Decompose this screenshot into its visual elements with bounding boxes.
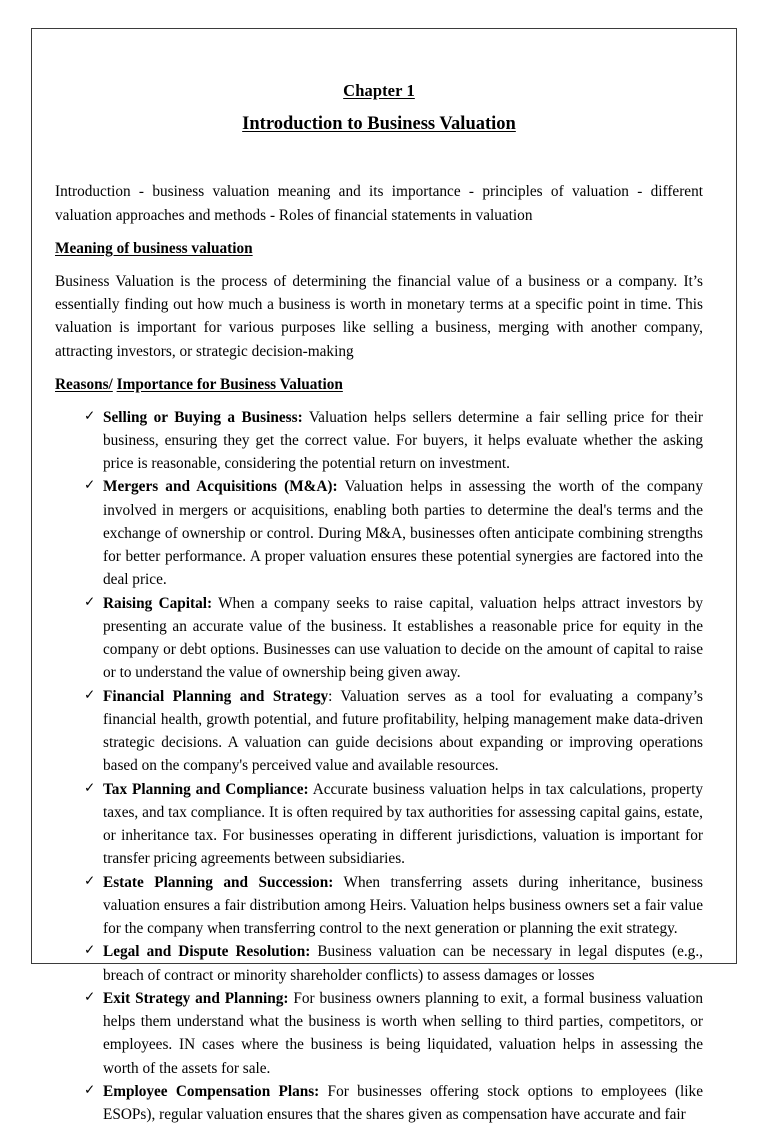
list-item: [55, 592, 703, 685]
check-icon: ✓: [84, 477, 96, 494]
list-item-text: Business valuation can be necessary in legal disputes (e.g., breach of contract or minority shareholder conflicts) to assess damages or losses: [103, 943, 703, 984]
list-item-text: For businesses offering stock options to employees (like ESOPs), regular valuation ensures that the shares given as compensation have accurate and fair: [103, 1082, 703, 1124]
list-item: [55, 940, 703, 987]
list-item-term: Raising Capital:: [103, 594, 213, 612]
list-item: [55, 1080, 703, 1126]
check-icon: ✓: [84, 1081, 96, 1098]
check-icon: ✓: [84, 988, 96, 1005]
list-item-term: Financial Planning and Strategy: [103, 687, 329, 705]
chapter-label: [55, 80, 703, 102]
list-item-term: Exit Strategy and Planning:: [103, 989, 289, 1007]
list-item: [55, 406, 703, 476]
section-heading-reasons-part1: Reasons/: [55, 375, 113, 393]
list-item-text: Valuation helps in assessing the worth of the company involved in mergers or acquisitions, enabling both parties to determine the deal's terms and the exchange of ownership or control. During M&A, businesses often anticipate combining strengths for better performance. A proper valuation ensures these potential synergies are factored into the deal price.: [103, 478, 703, 589]
page-title: [55, 102, 703, 136]
list-item: [55, 475, 703, 591]
chapter-outline-paragraph: Introduction - business valuation meaning and its importance - principles of valuation - different valuation approaches and methods - Roles of financial statements in valuation: [55, 183, 703, 224]
section-heading-meaning: [55, 238, 703, 261]
check-icon: ✓: [84, 942, 96, 959]
list-item-text: : Valuation serves as a tool for evaluating a company’s financial health, growth potential, and future profitability, helping management make data-driven strategic decisions. A valuation can guide decisions about expanding or improving operations based on the company's perceived value and available resources.: [103, 687, 704, 775]
meaning-body-paragraph: Business Valuation is the process of determining the financial value of a business or a company. It’s essentially finding out how much a business is worth in monetary terms at a specific point in time. This valuation is important for various purposes like selling a business, merging with another company, attracting investors, or strategic decision-making: [55, 272, 703, 360]
section-heading-reasons-part2: Importance for Business Valuation: [116, 375, 343, 393]
list-item: [55, 987, 703, 1080]
list-item-term: Employee Compensation Plans:: [103, 1082, 320, 1100]
list-item-term: Estate Planning and Succession:: [103, 873, 334, 891]
check-icon: ✓: [84, 593, 96, 610]
check-icon: ✓: [84, 686, 96, 703]
list-item-term: Mergers and Acquisitions (M&A):: [103, 478, 338, 496]
list-item-term: Tax Planning and Compliance:: [103, 780, 309, 798]
list-item-term: Selling or Buying a Business:: [103, 408, 303, 426]
list-item-text: Valuation helps sellers determine a fair selling price for their business, ensuring they get the correct value. For buyers, it helps evaluate whether the asking price is reasonable, considering the potential return on investment.: [103, 408, 703, 473]
check-icon: ✓: [84, 872, 96, 889]
list-item-text: For business owners planning to exit, a formal business valuation helps them understand what the business is worth when selling to third parties, competitors, or employees. IN cases where the business is being liquidated, valuation helps in assessing the worth of the assets for sale.: [103, 989, 703, 1077]
section-heading-meaning-text: Meaning of business valuation: [55, 239, 253, 257]
check-icon: ✓: [84, 779, 96, 796]
check-icon: ✓: [84, 407, 96, 424]
list-item: [55, 871, 703, 941]
reasons-list: [55, 406, 703, 1126]
document-content: [55, 28, 703, 1126]
chapter-label-text: Chapter 1: [343, 81, 415, 100]
page-title-text: Introduction to Business Valuation: [242, 114, 516, 135]
list-item-text: When transferring assets during inheritance, business valuation ensures a fair distribution among Heirs. Valuation helps business owners set a fair value for the company when transferring control to the next generation or planning the exit strategy.: [103, 873, 703, 938]
list-item: [55, 778, 703, 871]
section-heading-reasons: [55, 374, 703, 397]
list-item-term: Legal and Dispute Resolution:: [103, 943, 311, 961]
list-item: [55, 685, 703, 778]
list-item-text: Accurate business valuation helps in tax calculations, property taxes, and tax compliance. It is often required by tax authorities for assessing capital gains, estate, or inheritance tax. For businesses operating in different jurisdictions, valuation is important for transfer pricing agreements between subsidiaries.: [103, 780, 703, 868]
list-item-text: When a company seeks to raise capital, valuation helps attract investors by presenting an accurate value of the business. It establishes a reasonable price for equity in the company or debt options. Businesses can use valuation to decide on the amount of capital to raise or to understand the value of ownership being given away.: [103, 594, 703, 682]
